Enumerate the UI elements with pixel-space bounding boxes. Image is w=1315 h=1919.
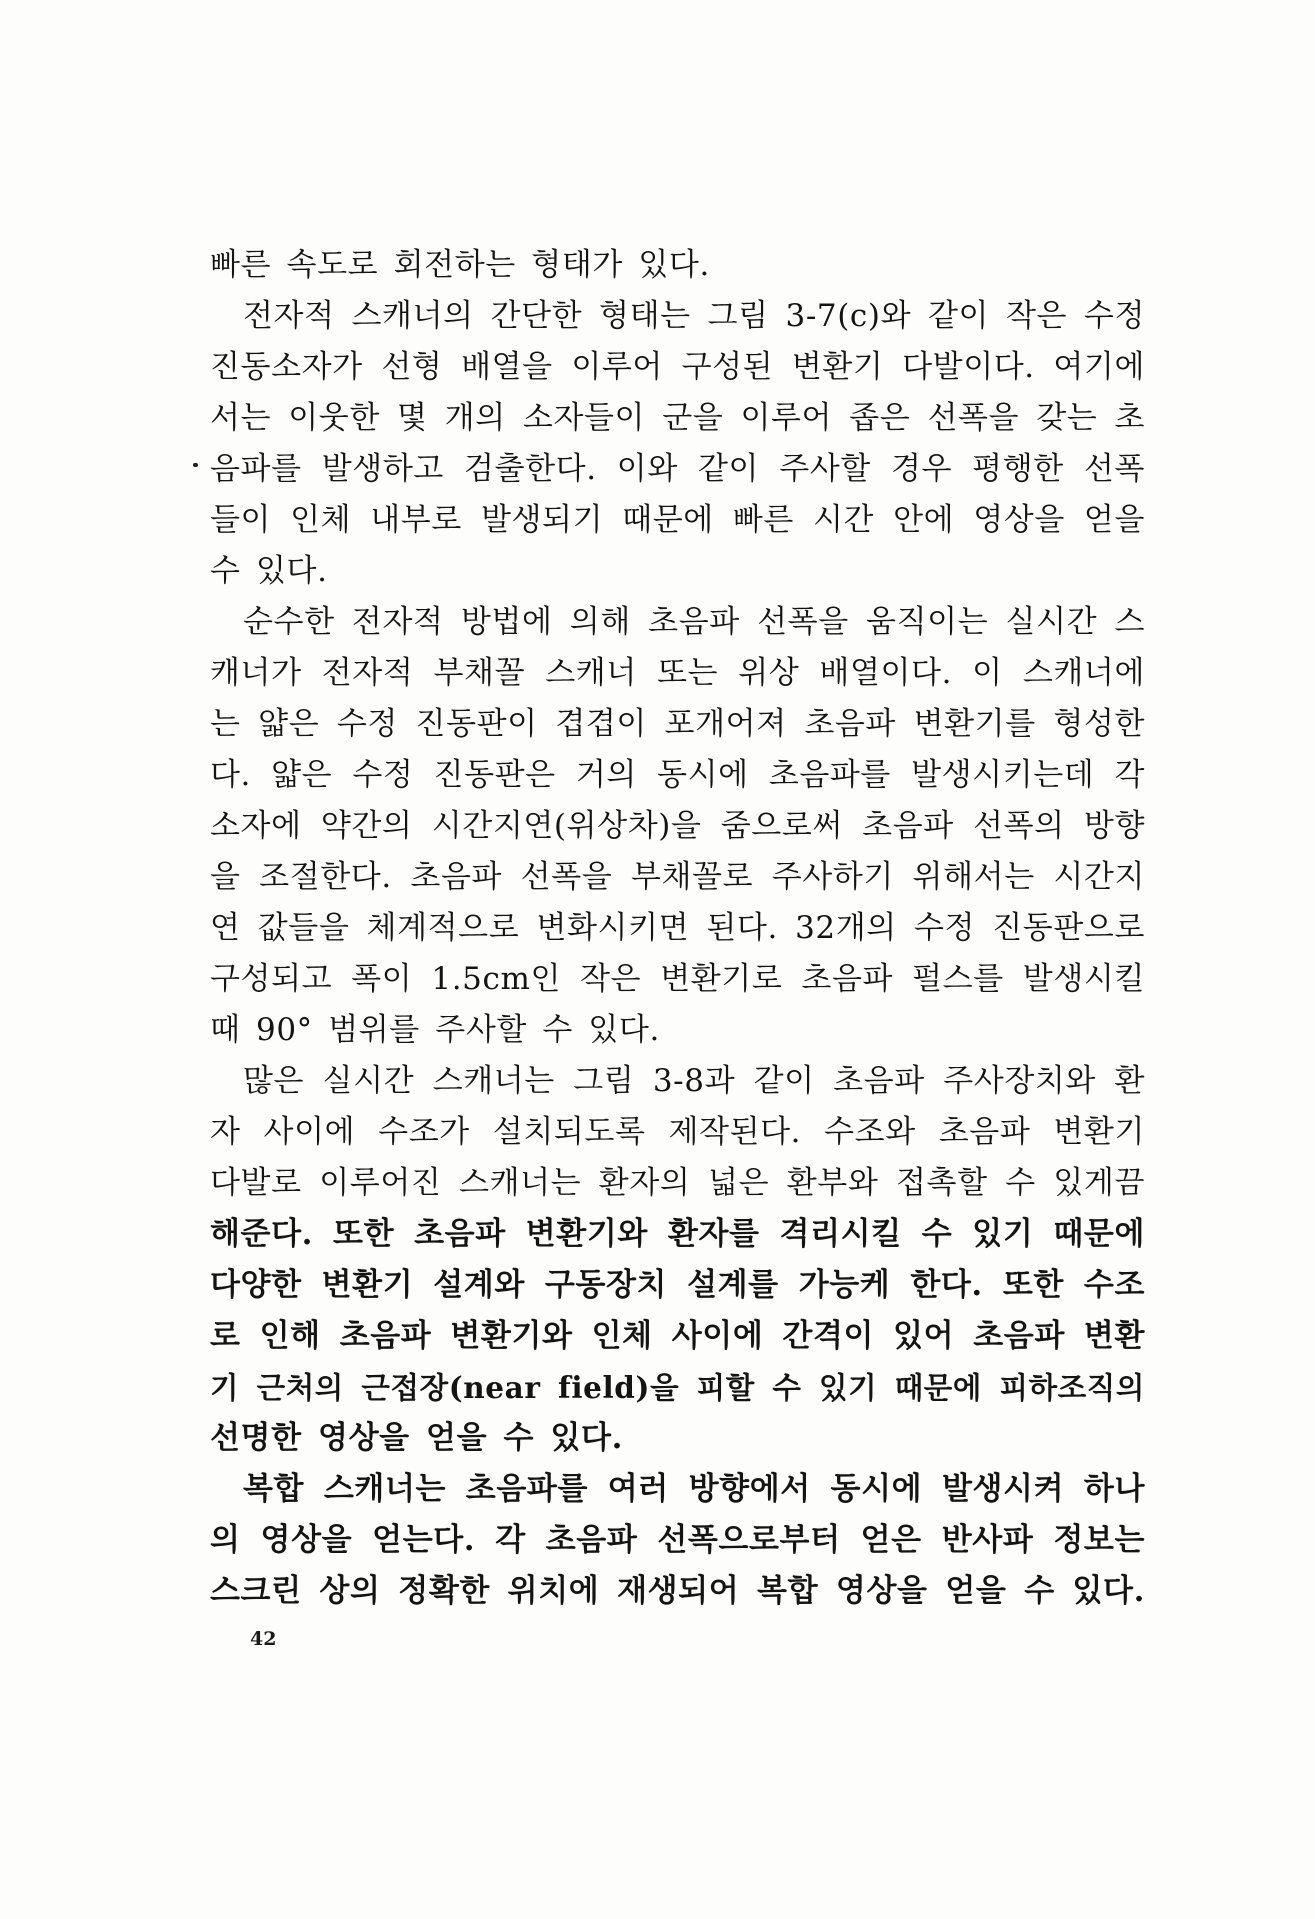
text-line: 선명한 영상을 얻을 수 있다. — [210, 1420, 623, 1456]
text-line: 연 값들을 체계적으로 변화시키면 된다. 32개의 수정 진동판으로 — [210, 910, 1145, 946]
page-number: 42 — [250, 1628, 277, 1650]
text-line: 복합 스캐너는 초음파를 여러 방향에서 동시에 발생시켜 하나 — [243, 1471, 1145, 1507]
stray-ink-mark — [193, 463, 198, 467]
text-line: 많은 실시간 스캐너는 그림 3-8과 같이 초음파 주사장치와 환 — [243, 1063, 1145, 1099]
text-line: 의 영상을 얻는다. 각 초음파 선폭으로부터 얻은 반사파 정보는 — [210, 1522, 1145, 1558]
text-line: 순수한 전자적 방법에 의해 초음파 선폭을 움직이는 실시간 스 — [243, 604, 1145, 640]
text-line: 들이 인체 내부로 발생되기 때문에 빠른 시간 안에 영상을 얻을 — [210, 502, 1145, 538]
text-line: 음파를 발생하고 검출한다. 이와 같이 주사할 경우 평행한 선폭 — [210, 451, 1145, 487]
text-line: 다발로 이루어진 스캐너는 환자의 넓은 환부와 접촉할 수 있게끔 — [210, 1165, 1145, 1201]
text-line: 소자에 약간의 시간지연(위상차)을 줌으로써 초음파 선폭의 방향 — [210, 808, 1145, 844]
text-line: 때 90° 범위를 주사할 수 있다. — [210, 1012, 660, 1048]
text-line: 전자적 스캐너의 간단한 형태는 그림 3-7(c)와 같이 작은 수정 — [243, 298, 1145, 334]
text-line: 을 조절한다. 초음파 선폭을 부채꼴로 주사하기 위해서는 시간지 — [210, 859, 1145, 895]
text-line: 기 근처의 근접장(near field)을 피할 수 있기 때문에 피하조직의 — [210, 1370, 1145, 1405]
body-text — [210, 240, 1145, 1617]
text-line: 서는 이웃한 몇 개의 소자들이 군을 이루어 좁은 선폭을 갖는 초 — [210, 400, 1145, 436]
text-line: 진동소자가 선형 배열을 이루어 구성된 변환기 다발이다. 여기에 — [210, 349, 1145, 385]
text-line: 해준다. 또한 초음파 변환기와 환자를 격리시킬 수 있기 때문에 — [210, 1216, 1145, 1252]
text-line: 캐너가 전자적 부채꼴 스캐너 또는 위상 배열이다. 이 스캐너에 — [210, 655, 1145, 691]
text-line: 는 얇은 수정 진동판이 겹겹이 포개어져 초음파 변환기를 형성한 — [210, 706, 1145, 742]
text-line: 자 사이에 수조가 설치되도록 제작된다. 수조와 초음파 변환기 — [210, 1114, 1145, 1150]
text-line: 구성되고 폭이 1.5cm인 작은 변환기로 초음파 펄스를 발생시킬 — [210, 961, 1145, 997]
text-line: 수 있다. — [210, 553, 328, 589]
text-line: 로 인해 초음파 변환기와 인체 사이에 간격이 있어 초음파 변환 — [210, 1318, 1145, 1354]
text-line: 스크린 상의 정확한 위치에 재생되어 복합 영상을 얻을 수 있다. — [210, 1573, 1145, 1609]
text-line: 빠른 속도로 회전하는 형태가 있다. — [210, 247, 710, 283]
text-line: 다. 얇은 수정 진동판은 거의 동시에 초음파를 발생시키는데 각 — [210, 757, 1145, 793]
text-line: 다양한 변환기 설계와 구동장치 설계를 가능케 한다. 또한 수조 — [210, 1267, 1145, 1303]
